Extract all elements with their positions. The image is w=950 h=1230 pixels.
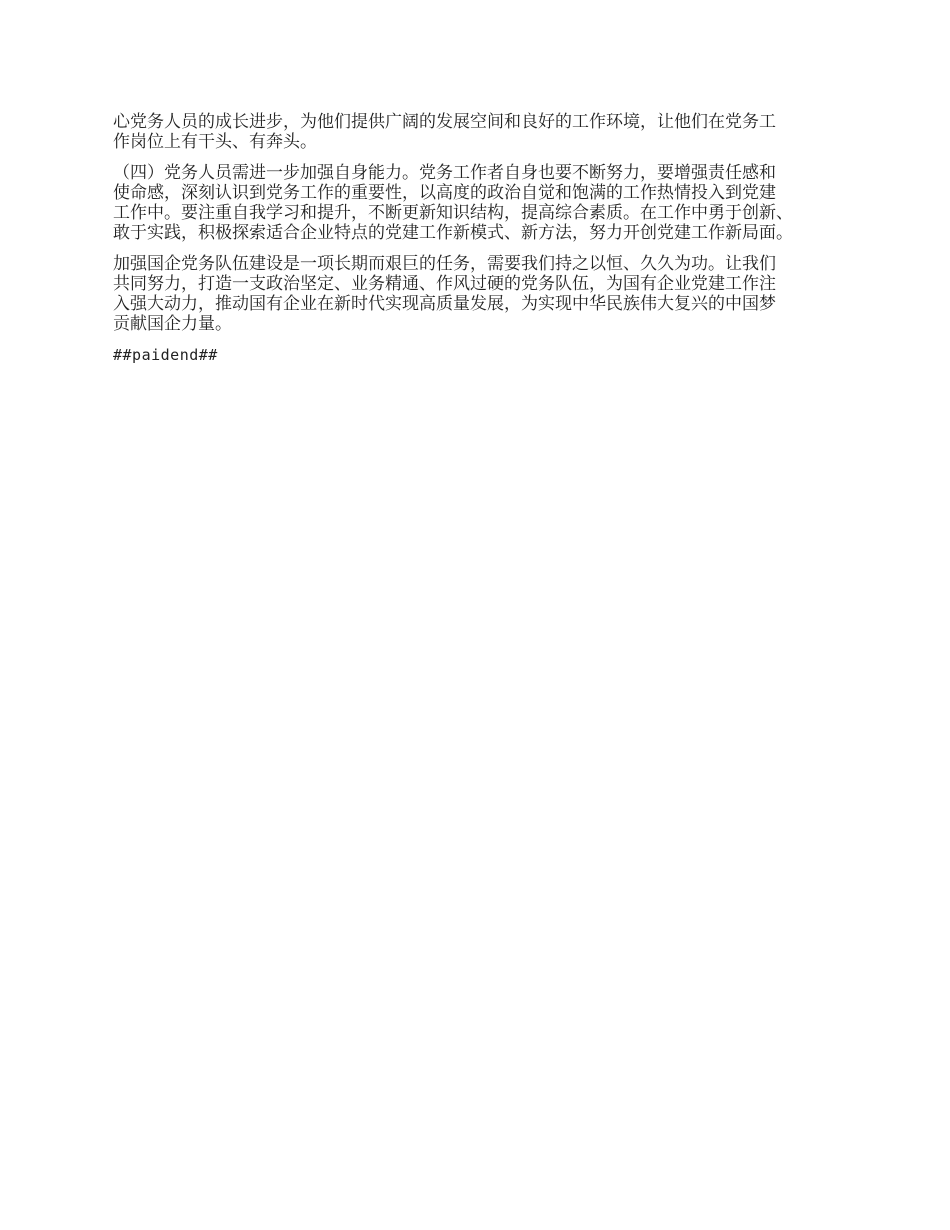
paragraph-continuation: 心党务人员的成长进步，为他们提供广阔的发展空间和良好的工作环境，让他们在党务工 作岗位上有干头、有奔头。 xyxy=(113,112,776,152)
document-body xyxy=(113,112,848,376)
paragraph-section-four: （四）党务人员需进一步加强自身能力。党务工作者自身也要不断努力，要增强责任感和 使命感，深刻认识到党务工作的重要性，以高度的政治自觉和饱满的工作热情投入到党建 工作中。要注重自我学习和提升，不断更新知识结构，提高综合素质。在工作中勇于创新、 敢于实践，积极探索适合企业特点的党建工作新模式、新方法，努力开创党建工作新局面。 xyxy=(113,163,793,243)
paragraph-conclusion: 加强国企党务队伍建设是一项长期而艰巨的任务，需要我们持之以恒、久久为功。让我们 共同努力，打造一支政治坚定、业务精通、作风过硬的党务队伍，为国有企业党建工作注 入强大动力，推动国有企业在新时代实现高质量发展，为实现中华民族伟大复兴的中国梦 贡献国企力量。 xyxy=(113,254,776,334)
end-marker: ##paidend## xyxy=(113,346,218,364)
